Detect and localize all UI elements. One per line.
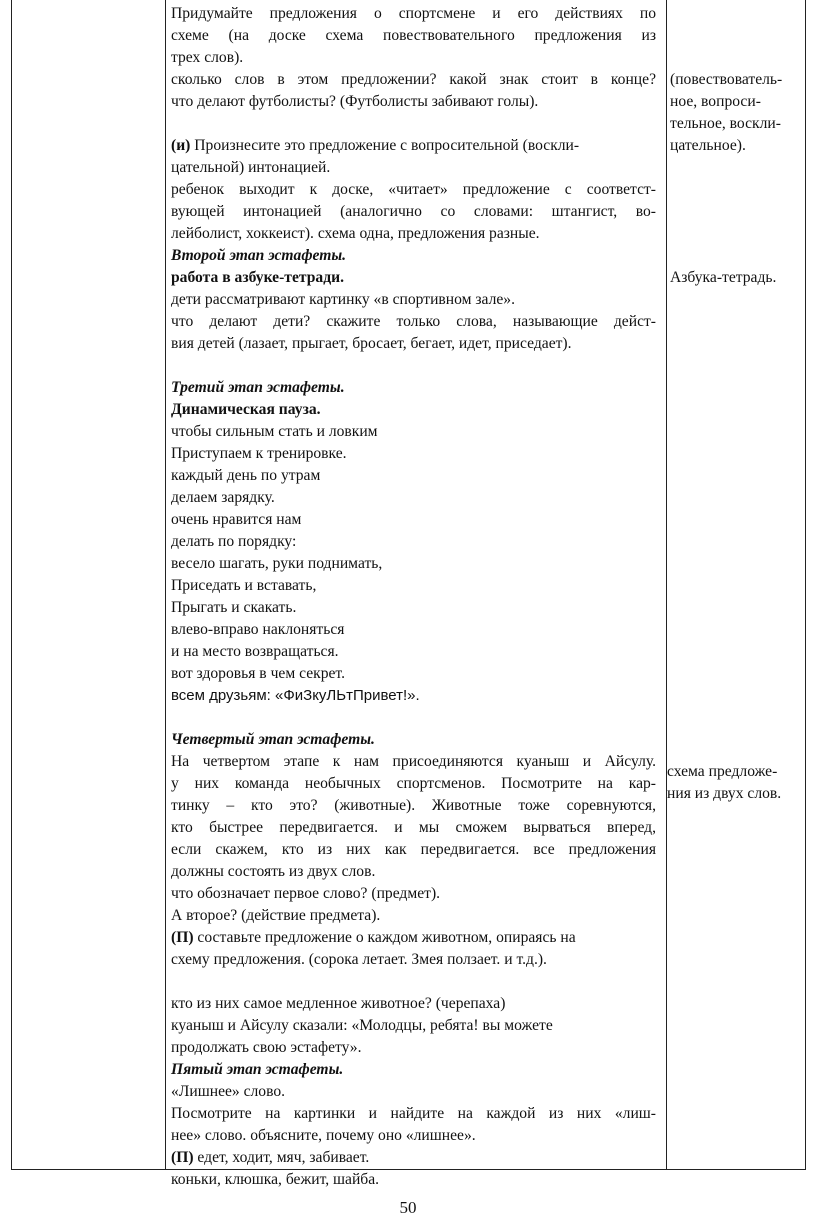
text-line: коньки, клюшка, бежит, шайба. bbox=[171, 1171, 380, 1188]
text-line bbox=[171, 927, 656, 949]
task-mark: (П) bbox=[171, 1149, 194, 1166]
text-line bbox=[171, 1147, 656, 1169]
side-note-line: цательное). bbox=[670, 137, 746, 154]
text-line: трех слов). bbox=[171, 49, 244, 66]
section-heading: Третий этап эстафеты. bbox=[171, 379, 345, 396]
poem-line: вот здоровья в чем секрет. bbox=[171, 665, 345, 682]
task-mark: (П) bbox=[171, 929, 194, 946]
text-line: вия детей (лазает, прыгает, бросает, бегает, идет, приседает). bbox=[171, 335, 572, 352]
section-heading: Второй этап эстафеты. bbox=[171, 247, 347, 264]
poem-line: каждый день по утрам bbox=[171, 467, 321, 484]
side-note-line: тельное, воскли- bbox=[670, 115, 781, 132]
section-heading: Четвертый этап эстафеты. bbox=[171, 731, 375, 748]
side-note-line: схема предложе- bbox=[667, 763, 778, 780]
poem-line: Приседать и вставать, bbox=[171, 577, 317, 594]
text-line: схеме (на доске схема повествовательного предложения из bbox=[171, 27, 656, 44]
text-line bbox=[171, 135, 656, 157]
text-line: ребенок выходит к доске, «читает» предложение с соответст- bbox=[171, 181, 656, 198]
poem-line: и на место возвращаться. bbox=[171, 643, 339, 660]
text-line: продолжать свою эстафету». bbox=[171, 1039, 362, 1056]
page-number: 50 bbox=[399, 1198, 417, 1217]
text-line: цательной) интонацией. bbox=[171, 159, 331, 176]
text-line: А второе? (действие предмета). bbox=[171, 907, 381, 924]
poem-line: Прыгать и скакать. bbox=[171, 599, 297, 616]
text-line: что делают футболисты? (Футболисты забивают голы). bbox=[171, 93, 539, 110]
side-note-line: ное, вопроси- bbox=[670, 93, 761, 110]
poem-line: чтобы сильным стать и ловким bbox=[171, 423, 378, 440]
lesson-content-column bbox=[171, 3, 656, 1191]
task-mark: (и) bbox=[171, 137, 191, 154]
side-note-line: Азбука-тетрадь. bbox=[670, 269, 777, 286]
poem-line: очень нравится нам bbox=[171, 511, 302, 528]
task-text: составьте предложение о каждом животном, опираясь на bbox=[193, 929, 576, 946]
text-line: сколько слов в этом предложении? какой знак стоит в конце? bbox=[171, 71, 656, 88]
column-divider-left bbox=[165, 0, 166, 1169]
text-line: у них команда необычных спортсменов. Посмотрите на кар- bbox=[171, 775, 656, 792]
side-note-workbook bbox=[670, 267, 806, 289]
text-line: тинку – кто это? (животные). Животные тоже соревнуются, bbox=[171, 797, 656, 814]
side-note-line: (повествователь- bbox=[670, 71, 783, 88]
text-line: Посмотрите на картинки и найдите на каждой из них «лиш- bbox=[171, 1105, 656, 1122]
poem-line: делаем зарядку. bbox=[171, 489, 275, 506]
poem-line: всем друзьям: «ФиЗкуЛЬтПривет!». bbox=[171, 687, 420, 704]
subheading: работа в азбуке-тетради. bbox=[171, 269, 344, 286]
poem-line: Приступаем к тренировке. bbox=[171, 445, 347, 462]
text-line: схему предложения. (сорока летает. Змея ползает. и т.д.). bbox=[171, 951, 547, 968]
text-line: что делают дети? скажите только слова, называющие дейст- bbox=[171, 313, 656, 330]
text-line: кто быстрее передвигается. и мы сможем вырваться вперед, bbox=[171, 819, 656, 836]
text-line: если скажем, кто из них как передвигается. все предложения bbox=[171, 841, 656, 858]
poem-line: влево-вправо наклоняться bbox=[171, 621, 345, 638]
text-line: вующей интонацией (аналогично со словами: штангист, во- bbox=[171, 203, 656, 220]
column-divider-right bbox=[666, 0, 667, 1169]
text-line: «Лишнее» слово. bbox=[171, 1083, 286, 1100]
text-line: нее» слово. объясните, почему оно «лишнее». bbox=[171, 1127, 476, 1144]
text-line: На четвертом этапе к нам присоединяются куаныш и Айсулу. bbox=[171, 753, 656, 770]
side-note-sentence-types bbox=[670, 69, 806, 157]
side-note-line: ния из двух слов. bbox=[667, 785, 782, 802]
text-line: куаныш и Айсулу сказали: «Молодцы, ребята! вы можете bbox=[171, 1017, 553, 1034]
text-line: Придумайте предложения о спортсмене и его действиях по bbox=[171, 5, 656, 22]
text-line: дети рассматривают картинку «в спортивном зале». bbox=[171, 291, 516, 308]
text-line: лейболист, хоккеист). схема одна, предложения разные. bbox=[171, 225, 540, 242]
text-line: кто из них самое медленное животное? (черепаха) bbox=[171, 995, 506, 1012]
text-line: должны состоять из двух слов. bbox=[171, 863, 376, 880]
section-heading: Пятый этап эстафеты. bbox=[171, 1061, 344, 1078]
poem-line: весело шагать, руки поднимать, bbox=[171, 555, 383, 572]
task-text: едет, ходит, мяч, забивает. bbox=[193, 1149, 370, 1166]
text-line: что обозначает первое слово? (предмет). bbox=[171, 885, 441, 902]
subheading: Динамическая пауза. bbox=[171, 401, 321, 418]
poem-line: делать по порядку: bbox=[171, 533, 297, 550]
side-note-scheme bbox=[667, 761, 803, 805]
task-text: Произнесите это предложение с вопросительной (воскли- bbox=[190, 137, 580, 154]
